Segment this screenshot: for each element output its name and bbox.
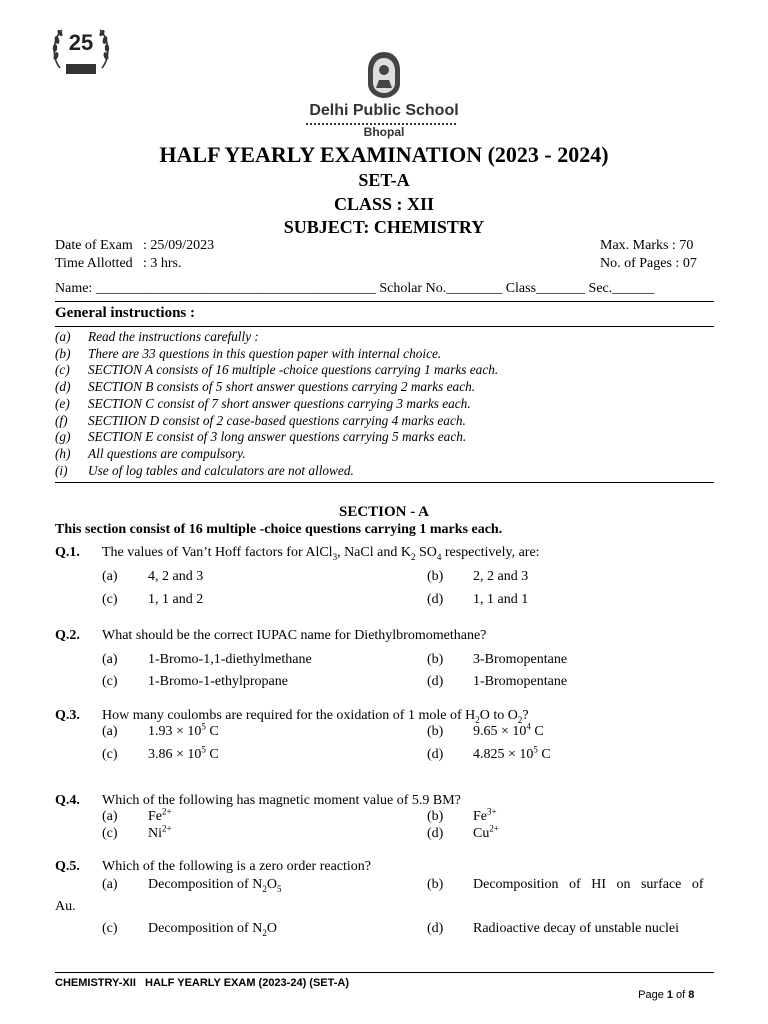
option-text: 2, 2 and 3 (473, 569, 529, 584)
question-number: Q.4. (55, 793, 80, 808)
question-text: Which of the following has magnetic moment value of 5.9 BM? (102, 793, 461, 808)
question-text: The values of Van’t Hoff factors for AlCl$_3$, NaCl and $K_2$ $SO_4$ respectively, are: (102, 545, 540, 562)
section-subtitle: This section consist of 16 multiple -choice questions carrying 1 marks each. (55, 522, 503, 537)
option-label: (b) (427, 569, 444, 584)
time-allotted: Time Allotted : 3 hrs. (55, 256, 182, 271)
school-name: Delhi Public School (309, 102, 459, 119)
instruction-item: (i) Use of log tables and calculators are not allowed. (55, 463, 354, 478)
option-label: (a) (102, 877, 118, 892)
option-label: (c) (102, 826, 118, 841)
option-text: $9.65 \times 10^4$ C (473, 721, 544, 739)
option-label: (d) (427, 826, 444, 841)
divider (55, 301, 714, 302)
class-label: CLASS : XII (333, 194, 435, 214)
option-text: $4.825 \times 10^5$ C (473, 744, 551, 762)
option-label: (c) (102, 592, 118, 607)
instructions-title: General instructions : (55, 305, 195, 321)
option-text: $Fe^{3+}$ (473, 806, 497, 824)
school-crest (356, 50, 412, 100)
option-label: (a) (102, 652, 118, 667)
option-text: $1.93 \times 10^5$ C (148, 721, 219, 739)
option-label: (b) (427, 724, 444, 739)
option-text: Radioactive decay of unstable nuclei (473, 921, 680, 936)
option-text: Decomposition of $N_2O$ (148, 921, 277, 938)
option-text: Decomposition of $N_2O_5$ (148, 877, 282, 894)
option-label: (d) (427, 921, 444, 936)
section-title: SECTION - A (338, 504, 430, 520)
question-number: Q.2. (55, 628, 80, 643)
question-text: How many coulombs are required for the oxidation of 1 mole of $H_2O$ to $O_2$? (102, 708, 529, 725)
instruction-item: (c) SECTION A consists of 16 multiple -choice questions carrying 1 marks each. (55, 362, 499, 377)
set-label: SET-A (358, 170, 410, 190)
instruction-item: (g) SECTION E consist of 3 long answer questions carrying 5 marks each. (55, 429, 467, 444)
option-label: (c) (102, 921, 118, 936)
option-label: (b) (427, 809, 444, 824)
option-text: 3-Bromopentane (473, 652, 568, 667)
option-label: (d) (427, 747, 444, 762)
option-label: (a) (102, 809, 118, 824)
question-number: Q.1. (55, 545, 80, 560)
school-city: Bhopal (363, 125, 405, 139)
option-label: (c) (102, 747, 118, 762)
option-text: 1-Bromo-1,1-diethylmethane (148, 652, 312, 667)
option-text: $Cu^{2+}$ (473, 823, 499, 841)
exam-title: HALF YEARLY EXAMINATION (2023 - 2024) (159, 142, 609, 167)
max-marks: Max. Marks : 70 (600, 238, 694, 253)
option-text: 1, 1 and 1 (473, 592, 529, 607)
instruction-item: (e) SECTION C consist of 7 short answer questions carrying 3 marks each. (55, 396, 471, 411)
option-text: $Fe^{2+}$ (148, 806, 172, 824)
instruction-item: (d) SECTION B consists of 5 short answer questions carrying 2 marks each. (55, 379, 476, 394)
instruction-item: (a) Read the instructions carefully : (55, 329, 259, 344)
divider (55, 326, 714, 327)
option-text: 1-Bromopentane (473, 674, 568, 689)
instruction-item: (b) There are 33 questions in this question paper with internal choice. (55, 346, 442, 361)
option-text: Au. (55, 899, 76, 914)
instruction-item: (h) All questions are compulsory. (55, 446, 246, 461)
option-label: (a) (102, 569, 118, 584)
option-label: (b) (427, 652, 444, 667)
question-text: What should be the correct IUPAC name for Diethylbromomethane? (102, 628, 487, 643)
option-text: 1-Bromo-1-ethylpropane (148, 674, 288, 689)
instruction-item: (f) SECTIION D consist of 2 case-based questions carrying 4 marks each. (55, 413, 466, 428)
option-text: 4, 2 and 3 (148, 569, 204, 584)
footer-divider (55, 972, 714, 973)
name-line: Name: ________________________________________ Scholar No.________ Class_______ Sec.______ (55, 281, 655, 296)
divider (55, 482, 714, 483)
option-label: (a) (102, 724, 118, 739)
anniversary-logo: 25 (50, 22, 112, 80)
option-text: 1, 1 and 2 (148, 592, 204, 607)
option-label: (c) (102, 674, 118, 689)
question-number: Q.3. (55, 708, 80, 723)
page-count: No. of Pages : 07 (600, 256, 697, 271)
option-label: (b) (427, 877, 444, 892)
option-label: (d) (427, 592, 444, 607)
option-label: (d) (427, 674, 444, 689)
exam-date: Date of Exam : 25/09/2023 (55, 238, 215, 253)
option-text: $Ni^{2+}$ (148, 823, 172, 841)
page-indicator: Page 1 of 8 (638, 989, 695, 1001)
footer-title: CHEMISTRY-XII HALF YEARLY EXAM (2023-24) (SET-A) (55, 977, 350, 989)
question-number: Q.5. (55, 859, 80, 874)
question-text: Which of the following is a zero order reaction? (102, 859, 372, 874)
subject-label: SUBJECT: CHEMISTRY (283, 217, 485, 237)
option-text: Decomposition of HI on surface of (473, 877, 704, 892)
option-text: $3.86 \times 10^5$ C (148, 744, 219, 762)
